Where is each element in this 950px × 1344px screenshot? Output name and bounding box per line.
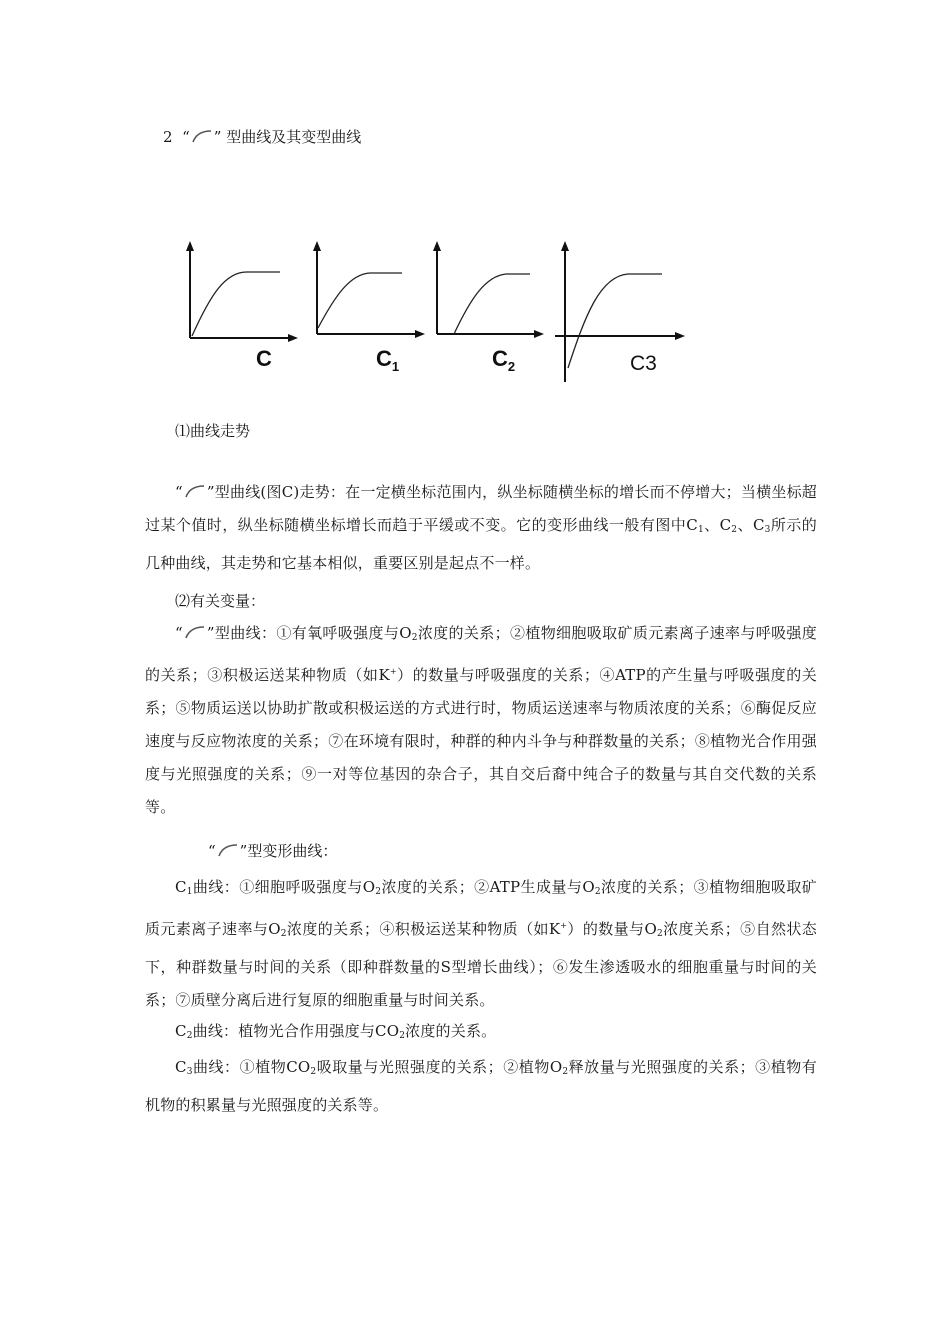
subsection-title-trend: ⑴曲线走势 xyxy=(175,422,251,440)
c3-paragraph: $C_3$曲线：①植物$CO_2$吸取量与光照强度的关系；②植物$O_2$释放量与光照强度的关系；③植物有机物的积累量与光照强度的关系等。 xyxy=(145,1058,817,1114)
panel-c1-label: $C_1$ xyxy=(376,346,400,374)
section-heading: 2 “ ” 型曲线及其变型曲线 xyxy=(163,128,362,146)
panel-c-label: C xyxy=(256,346,272,371)
curve-figure-svg xyxy=(170,236,690,396)
panel-c xyxy=(190,246,293,371)
panel-c3 xyxy=(555,246,680,382)
curve-glyph-icon xyxy=(183,625,207,639)
heading-number: 2 xyxy=(163,128,173,146)
panel-c2-label: $C_2$ xyxy=(492,346,516,374)
panel-c2-curve xyxy=(454,274,530,334)
trend-paragraph: “ ”型曲线(图C)走势：在一定横坐标范围内，纵坐标随横坐标的增长而不停增大；当横坐标超过某个值时，纵坐标随横坐标增长而趋于平缓或不变。它的变形曲线一般有图中$C_1$、$C_2$、$C_3$所示的几种曲线，其走势和它基本相似，重要区别是起点不一样。 xyxy=(145,483,817,572)
panel-c1-curve xyxy=(318,273,402,328)
panel-c1 xyxy=(317,246,420,374)
curve-figure xyxy=(170,236,690,396)
curve-glyph-icon xyxy=(190,129,214,143)
variant-curves-heading: “ ”型变形曲线： xyxy=(208,842,338,860)
panel-c-curve xyxy=(192,272,280,336)
variables-paragraph: “ ”型曲线：①有氧呼吸强度与$O_2$浓度的关系；②植物细胞吸取矿质元素离子速率与呼吸强度的关系；③积极运送某种物质（如K+）的数量与呼吸强度的关系；④ATP的产生量与呼吸强度的关系；⑤物质运送以协助扩散或积极运送的方式进行时，物质运送速率与物质浓度的关系；⑥酶促反应速度与反应物浓度的关系；⑦在环境有限时，种群的种内斗争与种群数量的关系；⑧植物光合作用强度与光照强度的关系；⑨一对等位基因的杂合子，其自交后裔中纯合子的数量与其自交代数的关系等。 xyxy=(145,624,817,816)
subsection-title-variables: ⑵有关变量： xyxy=(175,592,266,610)
c2-paragraph: $C_2$曲线：植物光合作用强度与$CO_2$浓度的关系。 xyxy=(175,1022,497,1041)
c1-paragraph: $C_1$曲线：①细胞呼吸强度与$O_2$浓度的关系；②ATP生成量与$O_2$浓度的关系；③植物细胞吸取矿质元素离子速率与$O_2$浓度的关系；④积极运送某种物质（如K+）的数量与$O_2$浓度关系；⑤自然状态下，种群数量与时间的关系（即种群数量的S型增长曲线）；⑥发生渗透吸水的细胞重量与时间的关系；⑦质壁分离后进行复原的细胞重量与时间关系。 xyxy=(145,878,818,1009)
panel-c2 xyxy=(437,246,539,374)
panel-c3-label: C3 xyxy=(630,352,657,375)
curve-glyph-icon xyxy=(183,484,207,498)
curve-glyph-icon xyxy=(216,843,240,857)
heading-text: 型曲线及其变型曲线 xyxy=(226,128,362,146)
